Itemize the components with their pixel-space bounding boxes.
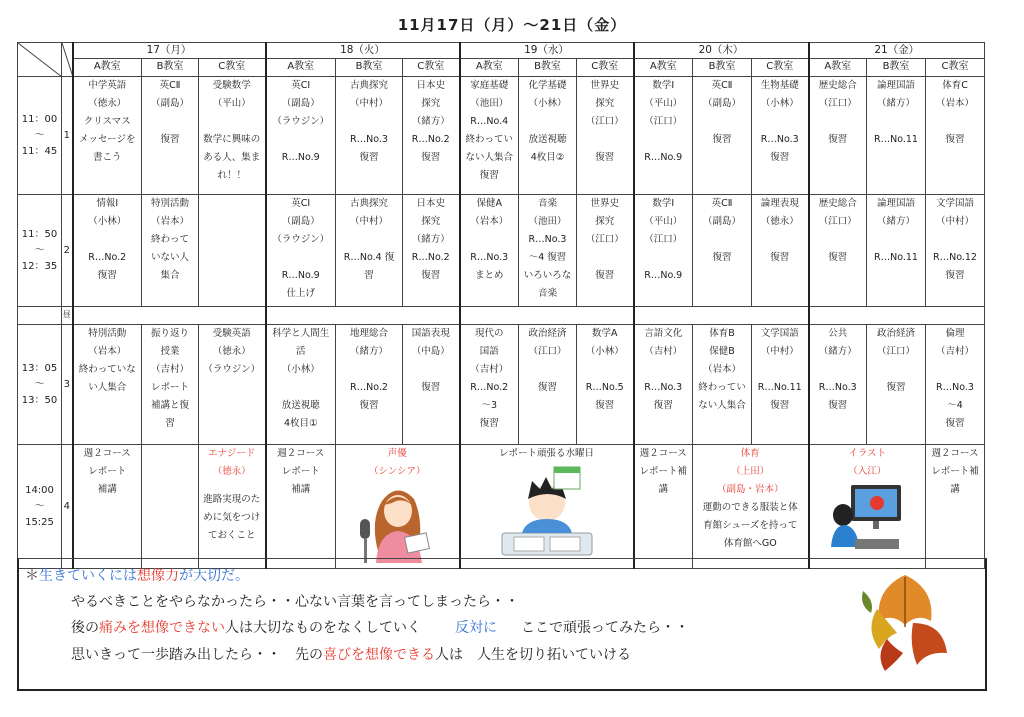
class-cell: 特別活動 （岩本） 終わって いない人 集合 (142, 195, 199, 307)
day-header: 18（火） (266, 43, 460, 59)
period-number: 4 (62, 445, 73, 569)
class-cell: 週２コース レポート 補講 (266, 445, 336, 569)
class-title: 体育 （上田） （副島・岩本） (716, 448, 784, 495)
class-cell (809, 445, 926, 569)
message-line-4: 思いきって一歩踏み出したら・・ 先の喜びを想像できる人は 人生を切り拓いていける (71, 647, 631, 663)
period-number: 2 (62, 195, 73, 307)
class-cell: 倫理 （吉村） R…No.3 ～4 復習 (926, 325, 985, 445)
room-header: B教室 (519, 59, 577, 77)
room-header: A教室 (266, 59, 336, 77)
message-line-1: ＊生きていくには想像力が大切だ。 (25, 568, 249, 584)
autumn-leaves-illustration (857, 569, 953, 675)
class-cell: 文学国語 （中村） R…No.11 復習 (752, 325, 809, 445)
timetable (17, 42, 985, 569)
class-cell: 日本史 探究 （緒方） R…No.2 復習 (403, 195, 460, 307)
class-cell: 言語文化 （吉村） R…No.3 復習 (634, 325, 693, 445)
class-cell: 政治経済 （江口） 復習 (519, 325, 577, 445)
period-row (18, 325, 985, 445)
message-box (17, 558, 987, 691)
class-body: 進路実現のた めに気をつけ ておくこと (203, 494, 261, 541)
diagonal-line (62, 43, 73, 77)
period-number: 1 (62, 77, 73, 195)
period-time: 11：50 ～ 12：35 (18, 195, 62, 307)
corner-cell-narrow (62, 43, 73, 77)
class-cell: 公共 （緒方） R…No.3 復習 (809, 325, 867, 445)
period-time: 11：00 ～ 11：45 (18, 77, 62, 195)
class-cell: 生物基礎 （小林） R…No.3 復習 (752, 77, 809, 195)
class-cell: 体育C （岩本） 復習 (926, 77, 985, 195)
class-cell (199, 195, 266, 307)
class-cell: 論理国語 （緒方） R…No.11 (867, 77, 926, 195)
room-header: A教室 (634, 59, 693, 77)
class-cell: 体育B 保健B （岩本） 終わってい ない人集合 (693, 325, 752, 445)
class-title: イラスト （入江） (848, 448, 887, 477)
page-title: 11月17日（月）～21日（金） (397, 16, 627, 34)
class-cell: 世界史 探究 （江口） 復習 (577, 77, 634, 195)
lunch-label: 昼 (62, 307, 73, 325)
class-cell: 国語表現 （中島） 復習 (403, 325, 460, 445)
class-cell (199, 445, 266, 569)
class-cell: 中学英語 （徳永） クリスマス メッセージを 書こう (73, 77, 142, 195)
class-cell (336, 445, 460, 569)
class-cell: 歴史総合 （江口） 復習 (809, 195, 867, 307)
period-time: 13：05 ～ 13：50 (18, 325, 62, 445)
illustrator-pc-illustration (829, 481, 905, 553)
class-cell: 現代の 国語 （吉村） R…No.2 ～3 復習 (460, 325, 519, 445)
class-cell: 文学国語 （中村） R…No.12 復習 (926, 195, 985, 307)
class-cell: 化学基礎 （小林） 放送視聴 4枚目② (519, 77, 577, 195)
room-header: C教室 (926, 59, 985, 77)
class-cell: 英CⅠ （副島） （ラウジン） R…No.9 (266, 77, 336, 195)
class-cell: 世界史 探究 （江口） 復習 (577, 195, 634, 307)
room-header: C教室 (752, 59, 809, 77)
period-time: 14:00 ～ 15:25 (18, 445, 62, 569)
class-cell: 地理総合 （緒方） R…No.2 復習 (336, 325, 403, 445)
class-cell: 古典探究 （中村） R…No.3 復習 (336, 77, 403, 195)
class-cell: 英CⅠ （副島） （ラウジン） R…No.9 仕上げ (266, 195, 336, 307)
class-cell: 保健A （岩本） R…No.3 まとめ (460, 195, 519, 307)
class-cell: 英CⅡ （副島） 復習 (693, 77, 752, 195)
class-cell: 情報Ⅰ （小林） R…No.2 復習 (73, 195, 142, 307)
class-title: 声優 （シンシア） (368, 448, 426, 477)
class-cell: 日本史 探究 （緒方） R…No.2 復習 (403, 77, 460, 195)
room-header: C教室 (577, 59, 634, 77)
lunch-row (18, 307, 985, 325)
message-line-2: やるべきことをやらなかったら・・心ない言葉を言ってしまったら・・ (71, 594, 519, 610)
room-header: C教室 (403, 59, 460, 77)
class-cell: 特別活動 （岩本） 終わっていな い人集合 (73, 325, 142, 445)
period-row (18, 445, 985, 569)
day-header: 17（月） (73, 43, 266, 59)
room-header: B教室 (336, 59, 403, 77)
class-cell (460, 445, 634, 569)
class-cell: 政治経済 （江口） 復習 (867, 325, 926, 445)
message-line-3: 後の痛みを想像できない人は大切なものをなくしていく 反対に ここで頑張ってみたら・・ (71, 620, 689, 636)
class-cell: 歴史総合 （江口） 復習 (809, 77, 867, 195)
class-cell: 数学A （小林） R…No.5 復習 (577, 325, 634, 445)
class-cell (142, 445, 199, 569)
room-header: B教室 (142, 59, 199, 77)
diagonal-line (18, 43, 62, 77)
class-cell: 週２コース レポート補 講 (634, 445, 693, 569)
class-cell: 論理表現 （徳永） 復習 (752, 195, 809, 307)
corner-cell (18, 43, 62, 77)
day-header: 20（木） (634, 43, 809, 59)
class-cell: 数学Ⅰ （平山） （江口） R…No.9 (634, 195, 693, 307)
class-title: レポート頑張る水曜日 (498, 448, 594, 459)
class-cell: 週２コース レポート補 講 (926, 445, 985, 569)
class-cell: 論理国語 （緒方） R…No.11 (867, 195, 926, 307)
voice-actor-illustration (352, 481, 442, 563)
class-cell: 家庭基礎 （池田） R…No.4 終わってい ない人集合 復習 (460, 77, 519, 195)
period-row (18, 195, 985, 307)
room-header: B教室 (867, 59, 926, 77)
class-cell: 科学と人間生 活 （小林） 放送視聴 4枚目① (266, 325, 336, 445)
class-cell: 振り返り 授業 （吉村） レポート 補講と復 習 (142, 325, 199, 445)
period-number: 3 (62, 325, 73, 445)
class-cell: 英CⅡ （副島） 復習 (693, 195, 752, 307)
class-title: エナジード （徳永） (208, 448, 256, 477)
room-header: B教室 (693, 59, 752, 77)
class-cell: 数学Ⅰ （平山） （江口） R…No.9 (634, 77, 693, 195)
room-header: A教室 (460, 59, 519, 77)
lunch-time-cell (18, 307, 62, 325)
class-cell: 音楽 （池田） R…No.3 ～4 復習 いろいろな 音楽 (519, 195, 577, 307)
day-header: 21（金） (809, 43, 985, 59)
student-studying-illustration (492, 463, 602, 559)
room-header: A教室 (73, 59, 142, 77)
class-cell: 受験英語 （徳永） （ラウジン） (199, 325, 266, 445)
class-cell (693, 445, 809, 569)
class-cell: 古典探究 （中村） R…No.4 復 習 (336, 195, 403, 307)
class-body: 運動のできる服装と体 育館シューズを持って 体育館へGO (702, 502, 798, 549)
day-header: 19（水） (460, 43, 634, 59)
class-cell: 週２コース レポート 補講 (73, 445, 142, 569)
period-row (18, 77, 985, 195)
class-cell: 英CⅡ （副島） 復習 (142, 77, 199, 195)
room-header: C教室 (199, 59, 266, 77)
room-header: A教室 (809, 59, 867, 77)
class-cell: 受験数学 （平山） 数学に興味の ある人、集ま れ！！ (199, 77, 266, 195)
